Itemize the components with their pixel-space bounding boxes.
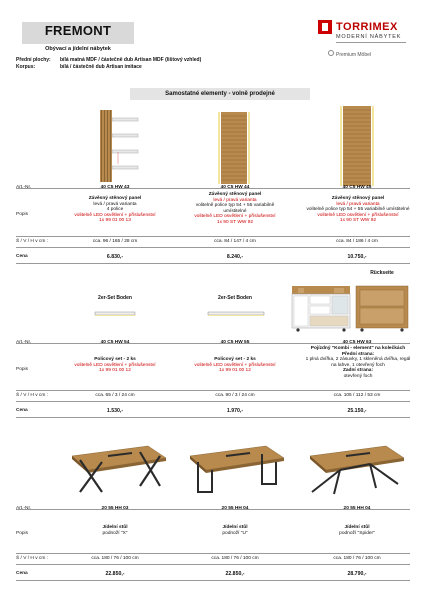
desc-title: Policový set - 2 ks [94, 357, 136, 362]
desc-title: Policový set - 2 ks [214, 357, 256, 362]
price-label: Cena [16, 254, 28, 259]
product-image-hw54 [93, 310, 137, 320]
ruckseite-label: Rückseite [370, 270, 394, 276]
dims-hw43: cca. 96 / 165 / 28 cm [92, 239, 138, 244]
divider [16, 580, 410, 581]
product-image-hh04-u [180, 440, 290, 498]
artnr-hw63: 40 C5 HW 63 [342, 340, 372, 345]
dims-hw54: cca. 65 / 3 / 24 cm [95, 393, 135, 398]
divider [16, 401, 410, 402]
dims-hw44: cca. 84 / 147 / 4 cm [214, 239, 256, 244]
popis-label: Popis [16, 367, 28, 372]
desc-line: umístitelné [223, 208, 247, 214]
artnr-hw45: 40 C5 HW 45 [342, 185, 372, 190]
divider [16, 390, 410, 391]
artnr-hw44: 40 C5 HW 44 [220, 185, 250, 190]
desc-line: Přední strana: [341, 351, 375, 357]
premium-label: Premium Möbel [336, 52, 372, 58]
desc-hh04-spider [312, 525, 402, 536]
torrimex-logo-icon [318, 20, 332, 34]
artnr-label: Art.-Nr. [16, 506, 32, 511]
artnr-hh04-spider: 20 55 HH 04 [343, 506, 371, 511]
desc-title: Jídelní stůl [102, 525, 128, 530]
divider [16, 263, 410, 264]
desc-title: Jídelní stůl [344, 525, 370, 530]
desc-hh04-u [190, 525, 280, 536]
desc-line: Zadní strana: [342, 368, 374, 374]
dims-hh03: cca. 180 / 76 / 100 cm [91, 556, 139, 561]
desc-led-code: 1x 90 ST WW 92 [339, 218, 377, 224]
desc-line: levá / pravá varianta [336, 201, 380, 207]
desc-hw55 [176, 357, 294, 374]
body-label: Korpus: [16, 64, 36, 70]
desc-hw45 [296, 196, 420, 224]
page-subtitle: Obývací a jídelní nábytek [45, 46, 111, 52]
desc-hw63 [296, 346, 420, 379]
desc-title: Závěsný stěnový panel [331, 196, 385, 201]
price-label: Cena [16, 408, 28, 413]
dims-hh04-u: cca. 180 / 76 / 100 cm [211, 556, 259, 561]
divider [16, 553, 410, 554]
page-title: FREMONT [44, 23, 112, 38]
artnr-hh03: 20 55 HH 03 [101, 506, 129, 511]
product-image-hw45 [334, 104, 380, 188]
title-box [22, 22, 134, 44]
desc-title: Závěsný stěnový panel [88, 196, 142, 201]
popis-label: Popis [16, 531, 28, 536]
product-image-hh04-spider [300, 440, 410, 498]
desc-title: Jídelní stůl [222, 525, 248, 530]
desc-led: volitelně LED osvětlení + příslušenství [317, 212, 399, 218]
product-image-hw55 [206, 310, 266, 320]
desc-line: volitelně police typ 54 + 55 variabilně umístitelné [306, 207, 410, 213]
price-hw44: 8.240,- [226, 254, 244, 260]
artnr-hw55: 40 C5 HW 55 [220, 340, 250, 345]
desc-line: podnoží "X" [102, 530, 128, 536]
premium-icon [328, 50, 334, 56]
desc-line: na lahve, 1 otevřený foch [331, 362, 385, 368]
price-hh03: 22.850,- [105, 571, 125, 577]
desc-hw44 [176, 192, 294, 225]
product-image-hw44 [212, 110, 256, 186]
desc-led: volitelně LED osvětlení + příslušenství [194, 214, 276, 220]
price-hw55: 1.970,- [226, 408, 244, 414]
front-value: bílá matná MDF / částečně dub Artisan MDF (lištový vzhled) [60, 57, 202, 63]
shelf-label-hw54: 2er-Set Boden [98, 295, 132, 301]
artnr-label: Art.-Nr. [16, 185, 32, 190]
product-image-hw63-front [290, 282, 352, 334]
desc-led: volitelně LED osvětlení + příslušenství [74, 212, 156, 218]
desc-title: Závěsný stěnový panel [208, 192, 262, 197]
popis-label: Popis [16, 212, 28, 217]
desc-hw54 [60, 357, 170, 374]
divider [16, 564, 410, 565]
desc-line: podnoží "U" [222, 530, 248, 536]
desc-led-code: 1x 99 01 00 12 [99, 368, 131, 374]
artnr-hw43: 40 C5 HW 43 [100, 185, 130, 190]
product-image-hw43 [80, 104, 150, 184]
front-label: Přední plochy: [16, 57, 51, 63]
dims-label: Š / V / H v cm : [16, 556, 48, 561]
divider [16, 236, 410, 237]
dims-hh04-spider: cca. 180 / 76 / 100 cm [333, 556, 381, 561]
desc-led-code: 1x 99 01 00 12 [219, 368, 251, 374]
product-image-hw63-back [354, 282, 410, 334]
desc-led-code: 1x 90 ST WW 92 [216, 219, 254, 225]
dims-label: Š / V / H v cm : [16, 239, 48, 244]
artnr-hh04-u: 20 55 HH 04 [221, 506, 249, 511]
price-hh04-spider: 28.790,- [347, 571, 367, 577]
desc-line: volitelně police typ 54 + 55 variabilně [195, 203, 275, 209]
dims-hw45: cca. 84 / 186 / 4 cm [336, 239, 378, 244]
desc-hh03 [70, 525, 160, 536]
desc-hw43 [60, 196, 170, 224]
desc-line: 4 police [106, 207, 124, 213]
artnr-label: Art.-Nr. [16, 340, 32, 345]
dims-label: Š / V / H v cm : [16, 393, 48, 398]
logo-divider [336, 42, 406, 43]
price-hw54: 1.530,- [106, 408, 124, 414]
desc-led: volitelně LED osvětlení + příslušenství [74, 362, 156, 368]
price-label: Cena [16, 571, 28, 576]
desc-led-code: 1x 99 01 00 13 [99, 218, 131, 224]
desc-line: levá / pravá varianta [213, 197, 257, 203]
desc-line: podnoží "Spider" [339, 530, 375, 536]
section-title: Samostatné elementy - volně prodejné [130, 88, 310, 100]
divider [16, 417, 410, 418]
price-hw43: 6.830,- [106, 254, 124, 260]
product-image-hh03 [62, 440, 172, 498]
desc-title: Pojízdný "Kombi - element" na kolečkách [310, 346, 406, 351]
shelf-label-hw55: 2er-Set Boden [218, 295, 252, 301]
artnr-hw54: 40 C5 HW 54 [100, 340, 130, 345]
dims-hw55: cca. 90 / 3 / 24 cm [215, 393, 255, 398]
desc-line: 1 plná dvířka, 2 zásuvky, 1 skleněná dvířka, regál [305, 357, 411, 363]
price-hw63: 25.150,- [347, 408, 367, 414]
logo-name: TORRIMEX [336, 21, 398, 33]
divider [16, 247, 410, 248]
dims-hw63: cca. 105 / 112 / 53 cm [333, 393, 381, 398]
logo-subtitle: MODERNÍ NÁBYTEK [336, 34, 402, 40]
desc-line: otevřený foch [343, 373, 373, 379]
price-hw45: 10.750,- [347, 254, 367, 260]
desc-led: volitelně LED osvětlení + příslušenství [194, 362, 276, 368]
desc-line: levá / pravá varianta [93, 201, 137, 207]
body-value: bílá / částečně dub Artisan imitace [60, 64, 142, 70]
price-hh04-u: 22.850,- [225, 571, 245, 577]
